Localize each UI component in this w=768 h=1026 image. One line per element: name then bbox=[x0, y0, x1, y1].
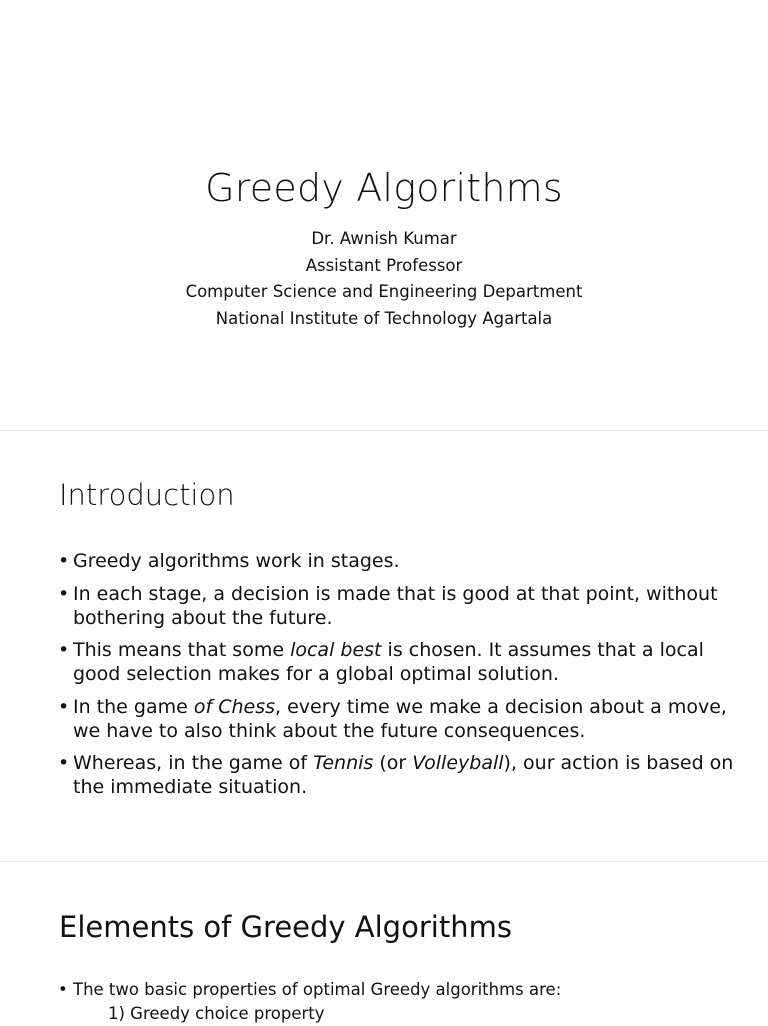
text-span: , every time we make a decision about a move, bbox=[275, 695, 727, 718]
bullet-item bbox=[58, 582, 728, 630]
emphasis-text: local best bbox=[290, 639, 382, 661]
bullet-item bbox=[58, 638, 728, 686]
text-span: This means that some bbox=[73, 639, 291, 661]
text-span: is chosen. It assumes that a local bbox=[381, 639, 704, 661]
emphasis-text: of Chess bbox=[193, 695, 276, 718]
bullet-item bbox=[58, 751, 734, 799]
bullet-text bbox=[73, 695, 728, 719]
author-name: Dr. Awnish Kumar bbox=[311, 229, 457, 248]
introduction-slide bbox=[0, 431, 768, 861]
bullet-text: the immediate situation. bbox=[73, 776, 308, 798]
author-position: Assistant Professor bbox=[305, 255, 463, 275]
slide-heading: Introduction bbox=[59, 478, 235, 512]
text-span: Whereas, in the game of bbox=[73, 752, 314, 774]
emphasis-text: Tennis bbox=[313, 752, 374, 774]
author-institute: National Institute of Technology Agartala bbox=[215, 308, 553, 328]
slide-title: Greedy Algorithms bbox=[205, 166, 563, 210]
bullet-text: we have to also think about the future consequences. bbox=[73, 719, 586, 742]
text-span: (or bbox=[373, 752, 413, 774]
bullet-text: good selection makes for a global optimal solution. bbox=[73, 663, 559, 685]
bullet-text: • Greedy algorithms work in stages. bbox=[73, 550, 400, 572]
bullet-text: • The two basic properties of optimal Greedy algorithms are: bbox=[73, 980, 562, 999]
bullet-list bbox=[58, 549, 734, 808]
sub-item: 1) Greedy choice property bbox=[108, 1004, 325, 1023]
bullet-text bbox=[73, 638, 728, 662]
slide-subtitle bbox=[0, 226, 768, 332]
bullet-item bbox=[58, 978, 561, 1002]
bullet-list bbox=[58, 978, 561, 1026]
elements-slide bbox=[0, 862, 768, 1024]
bullet-text: • In each stage, a decision is made that is good at that point, without bbox=[73, 582, 718, 605]
bullet-item bbox=[58, 695, 728, 743]
author-department: Computer Science and Engineering Department bbox=[185, 282, 583, 301]
bullet-text: bothering about the future. bbox=[73, 606, 333, 629]
title-slide bbox=[0, 0, 768, 430]
slide-heading: Elements of Greedy Algorithms bbox=[59, 910, 512, 944]
bullet-text bbox=[73, 751, 734, 775]
emphasis-text: Volleyball bbox=[412, 752, 504, 774]
bullet-item bbox=[58, 549, 728, 573]
text-span: ), our action is based on bbox=[503, 752, 734, 774]
text-span: In the game bbox=[73, 695, 194, 718]
